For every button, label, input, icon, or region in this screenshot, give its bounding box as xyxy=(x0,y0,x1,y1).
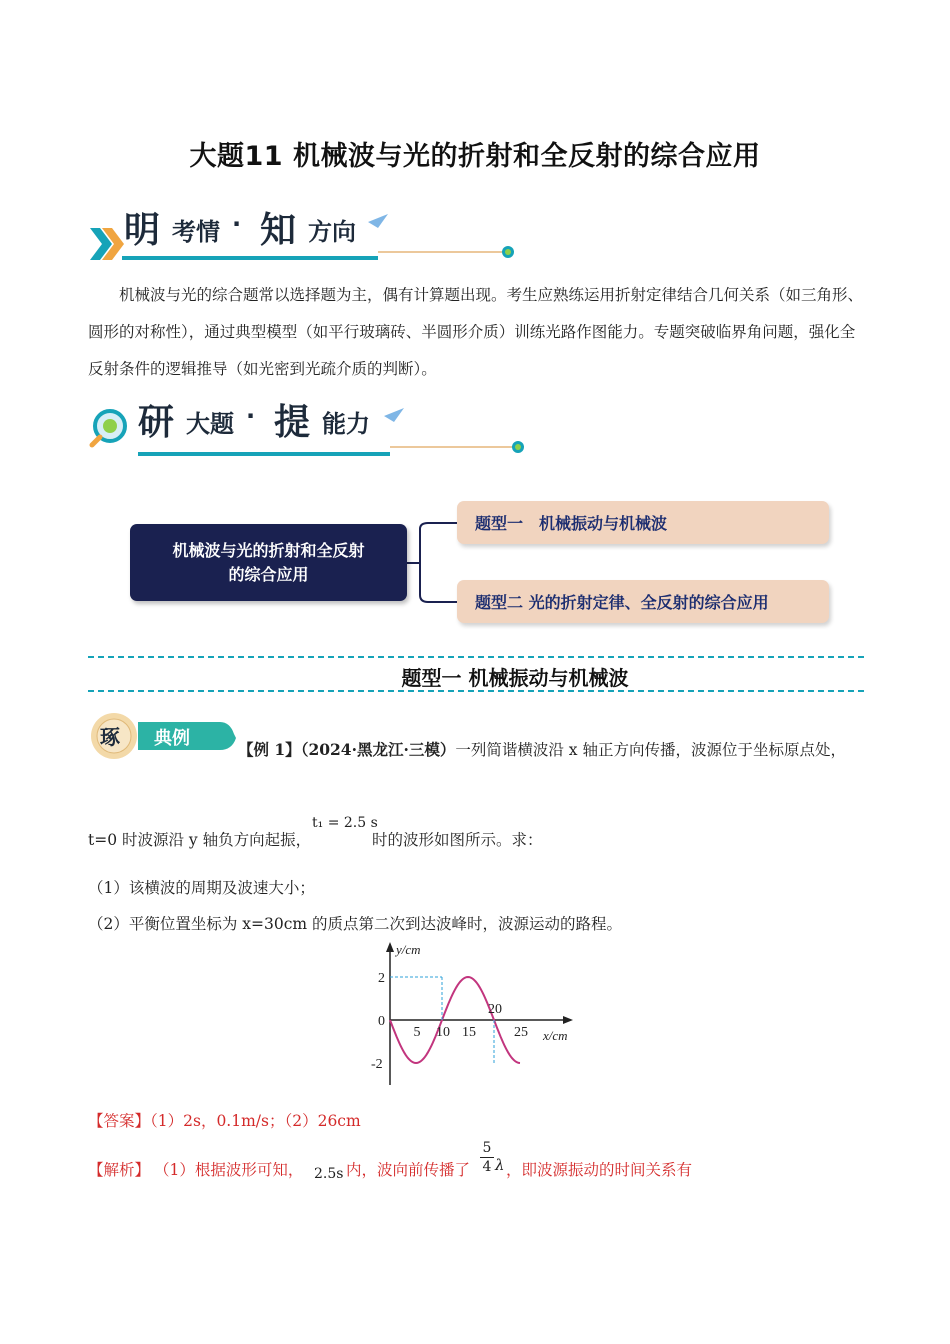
answer-label: 【答案】 xyxy=(88,1112,151,1130)
banner-word-kaoqing: 考情 xyxy=(172,218,220,246)
x-tick-5: 5 xyxy=(413,1025,421,1040)
fraction-bar xyxy=(480,1157,494,1158)
y-tick-2: 2 xyxy=(378,971,385,986)
banner-char-yan: 研 xyxy=(138,402,175,443)
x-tick-25: 25 xyxy=(514,1025,528,1040)
banner-char-ti: 提 xyxy=(274,402,311,443)
example1-label: 【例 1】 xyxy=(238,740,301,759)
x-tick-10: 10 xyxy=(436,1025,450,1040)
analysis-part-b: 内，波向前传播了 xyxy=(346,1161,471,1179)
answer-text: （1）2s，0.1m/s；（2）26cm xyxy=(150,1112,361,1130)
example1-line1-rest: 一列简谐横波沿 x 轴正方向传播，波源位于坐标原点处， xyxy=(455,741,846,759)
intro-paragraph xyxy=(88,277,864,388)
banner-char-ming: 明 xyxy=(124,210,161,251)
example1-line2a: t=0 时波源沿 y 轴负方向起振， xyxy=(88,831,312,849)
y-tick-neg2: -2 xyxy=(371,1057,383,1072)
section-banner-ability xyxy=(88,390,528,460)
example-badge xyxy=(88,710,238,762)
analysis-part-a: （1）根据波形可知， xyxy=(154,1161,304,1179)
analysis-part-c: ，即波源振动的时间关系有 xyxy=(506,1161,693,1179)
x-axis-label: x/cm xyxy=(543,1028,568,1043)
mindmap-leaf-topic2: 题型二 光的折射定律、全反射的综合应用 xyxy=(457,580,829,623)
wave-chart xyxy=(355,940,595,1095)
y-axis-arrow xyxy=(386,942,394,952)
analysis-time: 2.5s xyxy=(314,1166,344,1182)
analysis-label: 【解析】 xyxy=(88,1161,151,1179)
origin-label: 0 xyxy=(378,1014,385,1029)
intro-text: 机械波与光的综合题常以选择题为主，偶有计算题出现。考生应熟练运用折射定律结合几何关系（如三角形、圆形的对称性），通过典型模型（如平行玻璃砖、半圆形介质）训练光路作图能力。专题突破临界角问题，强化全反射条件的逻辑推导（如光密到光疏介质的判断）。 xyxy=(88,286,864,378)
fraction-denominator: 4 xyxy=(482,1159,492,1175)
example-badge-left: 琢 xyxy=(100,725,120,749)
x-tick-15: 15 xyxy=(462,1025,476,1040)
fraction-numerator: 5 xyxy=(482,1140,492,1156)
mindmap-leaf-topic1: 题型一 机械振动与机械波 xyxy=(457,501,829,544)
example1-line1 xyxy=(238,738,846,760)
example1-line2b: 时的波形如图所示。求： xyxy=(372,831,543,849)
banner-word-nengli: 能力 xyxy=(322,410,370,438)
answer-line xyxy=(88,1109,361,1131)
topic1-heading: 题型一 机械振动与机械波 xyxy=(401,666,629,690)
document-title: 大题11 机械波与光的折射和全反射的综合应用 xyxy=(189,141,761,172)
x-tick-20: 20 xyxy=(488,1002,502,1017)
divider-bottom xyxy=(88,690,864,692)
banner-dot: · xyxy=(246,402,256,430)
analysis-fraction xyxy=(480,1140,494,1175)
banner-word-fangxiang: 方向 xyxy=(308,218,356,246)
example1-source: （2024·黑龙江·三模） xyxy=(300,740,456,759)
banner-word-dati: 大题 xyxy=(186,410,234,438)
question-2: （2）平衡位置坐标为 x=30cm 的质点第二次到达波峰时，波源运动的路程。 xyxy=(88,915,623,933)
y-axis-label: y/cm xyxy=(396,942,421,957)
divider-top xyxy=(88,656,864,658)
banner-char-zhi: 知 xyxy=(260,210,297,251)
example-badge-right: 典例 xyxy=(154,728,190,749)
question-1: （1）该横波的周期及波速大小； xyxy=(88,879,315,897)
section-banner-exam-analysis xyxy=(88,200,528,270)
formula-t1: t₁ = 2.5 s xyxy=(312,815,378,831)
banner-dot: · xyxy=(232,210,242,238)
mindmap-root xyxy=(130,524,407,601)
analysis-lambda: λ xyxy=(495,1156,505,1174)
mindmap-root-line1: 机械波与光的折射和全反射 xyxy=(172,540,365,560)
mindmap-root-line2: 的综合应用 xyxy=(228,564,309,584)
x-axis-arrow xyxy=(563,1016,573,1024)
